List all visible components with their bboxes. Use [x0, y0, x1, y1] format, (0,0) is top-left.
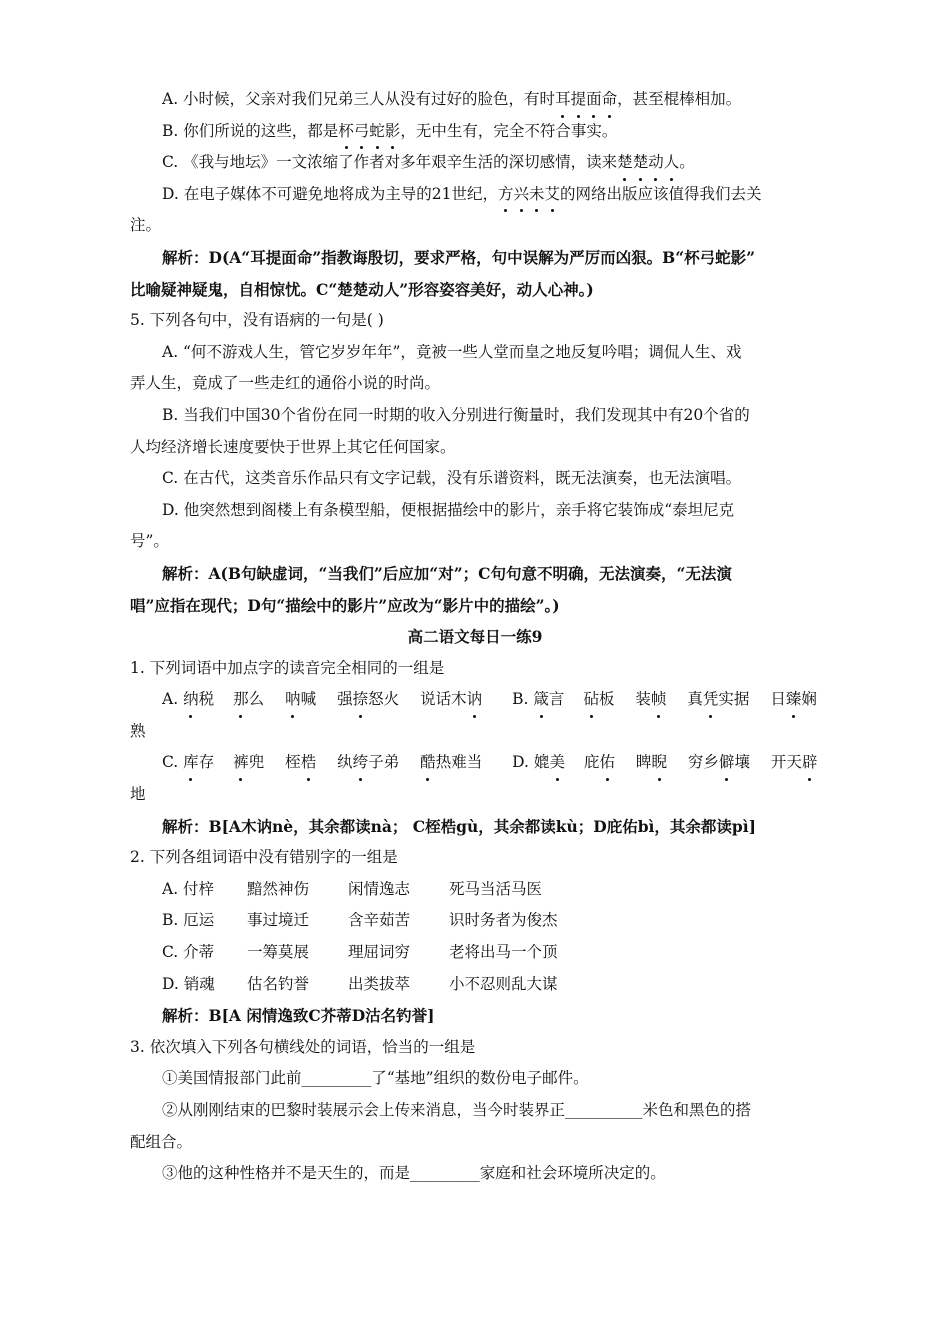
word-cell: 纨绔子弟	[337, 747, 420, 779]
word-cell: 装帧	[635, 684, 687, 716]
dotted-char: 动	[648, 147, 664, 179]
question-stem: 3. 依次填入下列各句横线处的词语，恰当的一组是	[130, 1037, 476, 1056]
option-d-continued: 地	[130, 785, 146, 804]
question-stem: 2. 下列各组词语中没有错别字的一组是	[130, 848, 398, 867]
dotted-char: 兴	[513, 179, 529, 211]
sentence-1: ①美国情报部门此前_________了“基地”组织的数份电子邮件。	[162, 1069, 589, 1088]
analysis-continued: 比喻疑神疑鬼，自相惊忧。C“楚楚动人”形容姿容美好，动人心神。)	[130, 279, 594, 299]
dotted-char: 耳	[555, 84, 571, 116]
dotted-char: 楚	[617, 147, 633, 179]
dotted-char: 命	[602, 84, 618, 116]
word-cell: 开天辟	[771, 747, 818, 779]
word-cell: 强捺怒火	[337, 684, 420, 716]
sentence-2-continued: 配组合。	[130, 1132, 193, 1151]
dotted-char: 未	[529, 179, 545, 211]
option-c: C. 《我与地坛》一文浓缩了作者对多年艰辛生活的深切感情，读来楚楚动人。	[130, 147, 820, 179]
option-row: D. 销魂 估名钓誉 出类拔萃 小不忍则乱大谋	[162, 974, 558, 993]
option-a: A. 小时候，父亲对我们兄弟三人从没有过好的脸色，有时耳提面命，甚至棍棒相加。	[130, 84, 820, 116]
word-cell: 庇佑	[584, 747, 636, 779]
section-title: 高二语文每日一练9	[407, 627, 543, 647]
dotted-char: 提	[571, 84, 587, 116]
dotted-char: 方	[498, 179, 514, 211]
word-cell: 桎梏	[285, 747, 337, 779]
option-c-d-row: C. 库存 裤兜 桎梏 纨绔子弟 酷热难当 D. 媲美 庇佑 睥睨 穷乡僻壤 开天辟	[130, 747, 820, 779]
option-row: C. 介蒂 一筹莫展 理屈词穷 老将出马一个顶	[162, 943, 558, 962]
word-cell: 纳税	[183, 684, 233, 716]
question-stem: 1. 下列词语中加点字的读音完全相同的一组是	[130, 658, 445, 677]
word-cell: 说话木讷	[420, 684, 512, 716]
dotted-char: 杯	[338, 116, 354, 148]
analysis: 解析：A(B句缺虚词，“当我们”后应加“对”；C句句意不明确，无法演奏，“无法演	[162, 563, 732, 583]
option-b-continued: 人均经济增长速度要快于世界上其它任何国家。	[130, 437, 456, 456]
dotted-char: 人	[664, 147, 680, 179]
option-a-continued: 弄人生，竟成了一些走红的通俗小说的时尚。	[130, 374, 441, 393]
word-cell: 穷乡僻壤	[688, 747, 771, 779]
option-d: D. 在电子媒体不可避免地将成为主导的21世纪，方兴未艾的网络出版应该值得我们去关	[130, 179, 820, 211]
word-cell: 睥睨	[636, 747, 688, 779]
option-b-continued: 熟	[130, 721, 146, 740]
dotted-char: 楚	[633, 147, 649, 179]
option-c: C. 在古代，这类音乐作品只有文字记载，没有乐谱资料，既无法演奏，也无法演唱。	[162, 469, 742, 488]
question-stem: 5. 下列各句中，没有语病的一句是( )	[130, 311, 384, 330]
word-cell: 那么	[233, 684, 285, 716]
word-cell: 库存	[183, 747, 233, 779]
option-d-continued: 注。	[130, 216, 162, 235]
sentence-2: ②从刚刚结束的巴黎时装展示会上传来消息，当今时装界正__________米色和黑色的搭	[162, 1101, 752, 1119]
word-cell: 裤兜	[233, 747, 285, 779]
dotted-char: 影	[385, 116, 401, 148]
word-cell: 砧板	[583, 684, 635, 716]
word-cell: 呐喊	[285, 684, 337, 716]
analysis: 解析：B[A木讷nè，其余都读nà； C桎梏gù，其余都读kù；D庇佑bì，其余都读pì]	[162, 816, 756, 836]
dotted-char: 面	[586, 84, 602, 116]
word-cell: 酷热难当	[420, 747, 512, 779]
dotted-char: 弓	[354, 116, 370, 148]
word-cell: 箴言	[533, 684, 583, 716]
analysis: 解析：D(A“耳提面命”指教诲殷切，要求严格，句中误解为严厉而凶狠。B“杯弓蛇影”	[162, 247, 756, 267]
analysis-continued: 唱”应指在现代；D句“描绘中的影片”应改为“影片中的描绘”。)	[130, 595, 560, 615]
option-b: B. 当我们中国30个省份在同一时期的收入分别进行衡量时，我们发现其中有20个省的	[162, 405, 750, 424]
dotted-char: 蛇	[369, 116, 385, 148]
sentence-3: ③他的这种性格并不是天生的，而是_________家庭和社会环境所决定的。	[162, 1164, 666, 1183]
option-b: B. 你们所说的这些，都是杯弓蛇影，无中生有，完全不符合事实。	[130, 116, 820, 148]
option-row: A. 付梓 黯然神伤 闲情逸志 死马当活马医	[162, 879, 543, 898]
option-d-continued: 号”。	[130, 532, 169, 551]
word-cell: 日臻娴	[770, 684, 817, 716]
word-cell: 真凭实据	[687, 684, 770, 716]
option-a: A. “何不游戏人生，管它岁岁年年”，竟被一些人堂而皇之地反复吟唱；调侃人生、戏	[162, 342, 742, 361]
option-row: B. 厄运 事过境迁 含辛茹苦 识时务者为俊杰	[162, 911, 558, 930]
dotted-char: 艾	[545, 179, 561, 211]
analysis: 解析：B[A 闲情逸致C芥蒂D沽名钓誉]	[162, 1006, 435, 1026]
option-a-b-row: A. 纳税 那么 呐喊 强捺怒火 说话木讷 B. 箴言 砧板 装帧 真凭实据 日臻娴	[130, 684, 820, 716]
option-d: D. 他突然想到阁楼上有条模型船，便根据描绘中的影片，亲手将它装饰成“泰坦尼克	[162, 500, 735, 519]
word-cell: 媲美	[534, 747, 584, 779]
